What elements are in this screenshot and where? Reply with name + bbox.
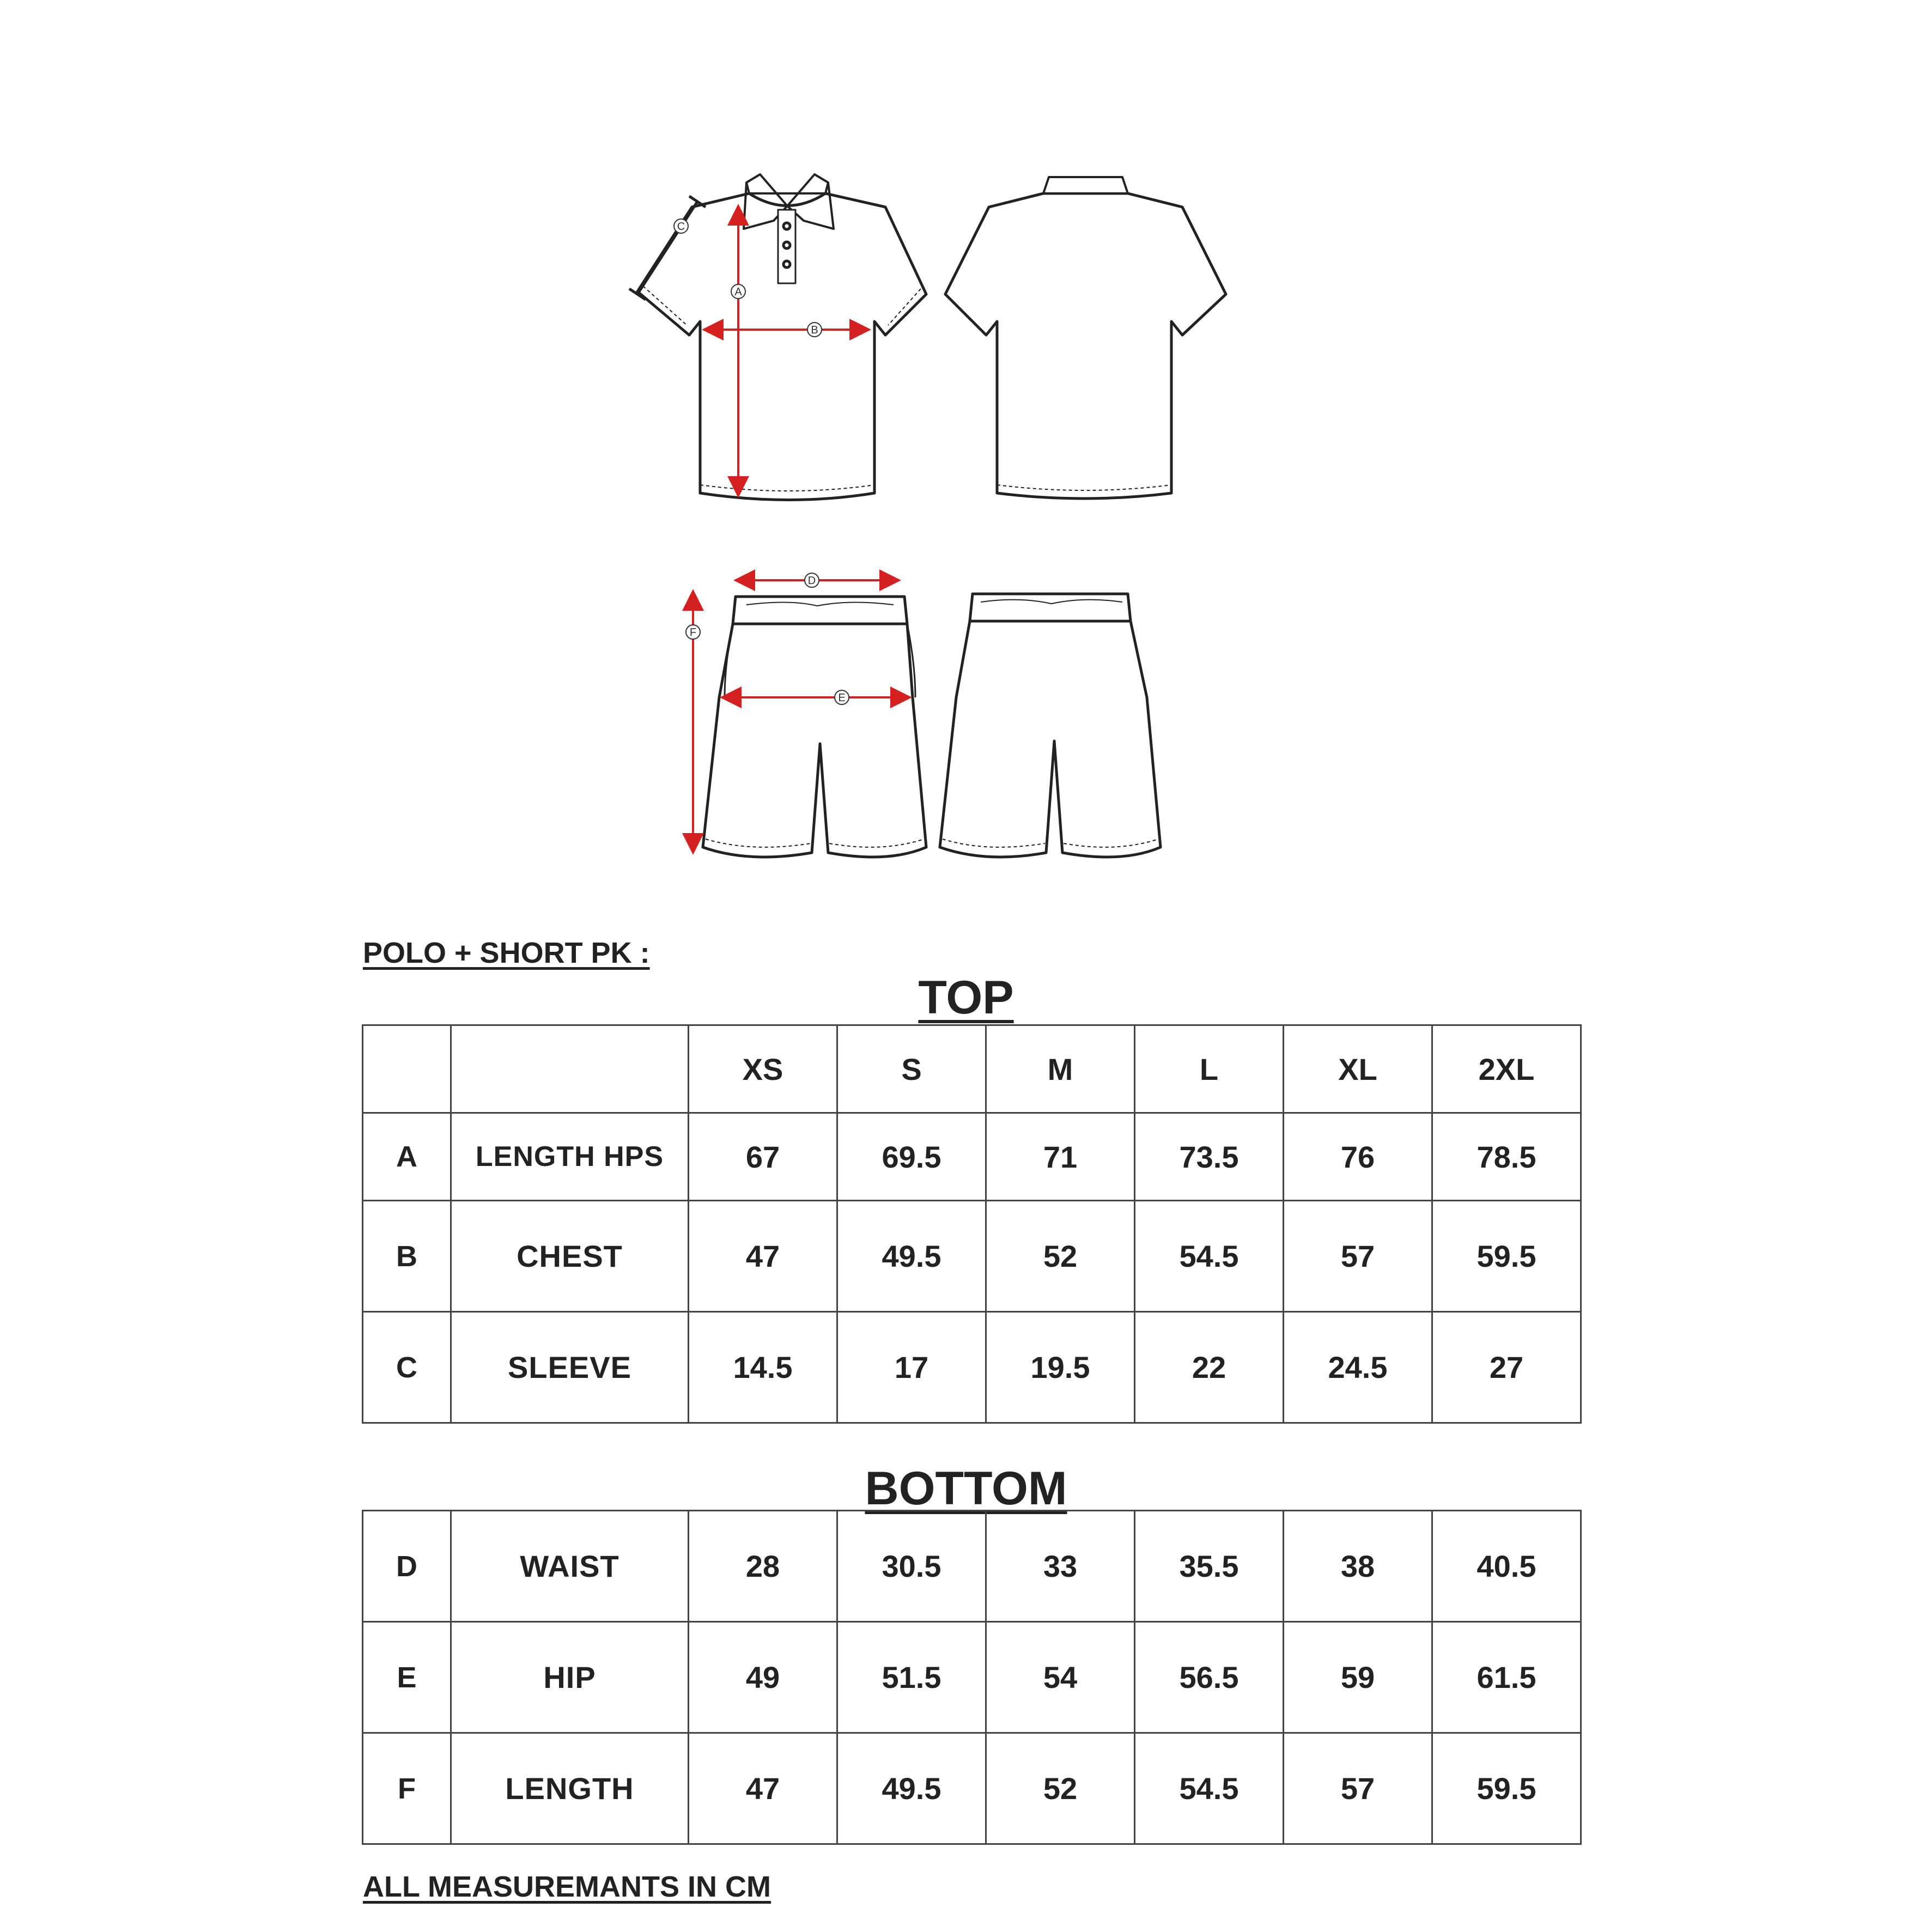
measure-value: 19.5 bbox=[986, 1312, 1135, 1423]
measure-value: 52 bbox=[986, 1733, 1135, 1844]
size-header: XS bbox=[689, 1025, 837, 1113]
measure-code: E bbox=[363, 1622, 451, 1733]
measure-value: 67 bbox=[689, 1113, 837, 1201]
measure-value: 17 bbox=[837, 1312, 986, 1423]
top-section-heading: TOP bbox=[918, 971, 1014, 1024]
measure-value: 59.5 bbox=[1432, 1201, 1581, 1312]
measurement-unit-note: ALL MEASUREMANTS IN CM bbox=[363, 1870, 771, 1903]
measure-value: 78.5 bbox=[1432, 1113, 1581, 1201]
measure-value: 24.5 bbox=[1284, 1312, 1432, 1423]
measure-value: 49 bbox=[689, 1622, 837, 1733]
measure-name: WAIST bbox=[451, 1511, 689, 1622]
measure-value: 47 bbox=[689, 1201, 837, 1312]
measure-value: 59.5 bbox=[1432, 1733, 1581, 1844]
bottom-section-heading: BOTTOM bbox=[865, 1462, 1067, 1515]
measure-code: A bbox=[363, 1113, 451, 1201]
size-header: S bbox=[837, 1025, 986, 1113]
measure-value: 76 bbox=[1284, 1113, 1432, 1201]
table-row-hip bbox=[363, 1622, 1581, 1733]
measure-value: 22 bbox=[1135, 1312, 1284, 1423]
measure-name: CHEST bbox=[451, 1201, 689, 1312]
table-row-waist bbox=[363, 1511, 1581, 1622]
empty-cell bbox=[451, 1025, 689, 1113]
measure-name: LENGTH bbox=[451, 1733, 689, 1844]
measure-name: HIP bbox=[451, 1622, 689, 1733]
size-header: 2XL bbox=[1432, 1025, 1581, 1113]
top-size-table bbox=[362, 1024, 1582, 1424]
measure-code: D bbox=[363, 1511, 451, 1622]
measure-value: 56.5 bbox=[1135, 1622, 1284, 1733]
measure-value: 14.5 bbox=[689, 1312, 837, 1423]
document-title: POLO + SHORT PK : bbox=[363, 937, 650, 969]
measure-value: 47 bbox=[689, 1733, 837, 1844]
measure-value: 71 bbox=[986, 1113, 1135, 1201]
measure-value: 27 bbox=[1432, 1312, 1581, 1423]
measure-label-b: B bbox=[811, 324, 818, 336]
measure-label-a: A bbox=[734, 286, 742, 298]
measure-code: F bbox=[363, 1733, 451, 1844]
table-row-chest bbox=[363, 1201, 1581, 1312]
table-row-sleeve bbox=[363, 1312, 1581, 1423]
measure-value: 59 bbox=[1284, 1622, 1432, 1733]
measure-label-f: F bbox=[689, 627, 697, 639]
measure-value: 52 bbox=[986, 1201, 1135, 1312]
garment-sketches bbox=[0, 0, 1932, 904]
measure-value: 49.5 bbox=[837, 1733, 986, 1844]
shorts-back-sketch bbox=[940, 594, 1161, 857]
measure-value: 54.5 bbox=[1135, 1201, 1284, 1312]
size-header-row bbox=[363, 1025, 1581, 1113]
measure-value: 51.5 bbox=[837, 1622, 986, 1733]
table-row-length bbox=[363, 1733, 1581, 1844]
measure-value: 54.5 bbox=[1135, 1733, 1284, 1844]
measure-code: B bbox=[363, 1201, 451, 1312]
table-row-length-hps bbox=[363, 1113, 1581, 1201]
size-header: M bbox=[986, 1025, 1135, 1113]
measure-value: 35.5 bbox=[1135, 1511, 1284, 1622]
measure-value: 69.5 bbox=[837, 1113, 986, 1201]
measure-label-e: E bbox=[838, 692, 846, 704]
size-header: L bbox=[1135, 1025, 1284, 1113]
measure-value: 57 bbox=[1284, 1733, 1432, 1844]
measure-label-c: C bbox=[677, 221, 685, 233]
measure-value: 57 bbox=[1284, 1201, 1432, 1312]
measure-value: 33 bbox=[986, 1511, 1135, 1622]
empty-cell bbox=[363, 1025, 451, 1113]
measure-value: 49.5 bbox=[837, 1201, 986, 1312]
measure-value: 28 bbox=[689, 1511, 837, 1622]
measure-value: 61.5 bbox=[1432, 1622, 1581, 1733]
size-header: XL bbox=[1284, 1025, 1432, 1113]
measure-value: 30.5 bbox=[837, 1511, 986, 1622]
bottom-size-table bbox=[362, 1510, 1582, 1845]
measure-value: 40.5 bbox=[1432, 1511, 1581, 1622]
measure-value: 73.5 bbox=[1135, 1113, 1284, 1201]
measure-value: 54 bbox=[986, 1622, 1135, 1733]
measure-name: SLEEVE bbox=[451, 1312, 689, 1423]
shorts-front-sketch bbox=[703, 597, 926, 857]
measure-name: LENGTH HPS bbox=[451, 1113, 689, 1201]
measure-code: C bbox=[363, 1312, 451, 1423]
measure-label-d: D bbox=[807, 575, 816, 587]
polo-back-sketch bbox=[945, 177, 1226, 499]
measure-value: 38 bbox=[1284, 1511, 1432, 1622]
